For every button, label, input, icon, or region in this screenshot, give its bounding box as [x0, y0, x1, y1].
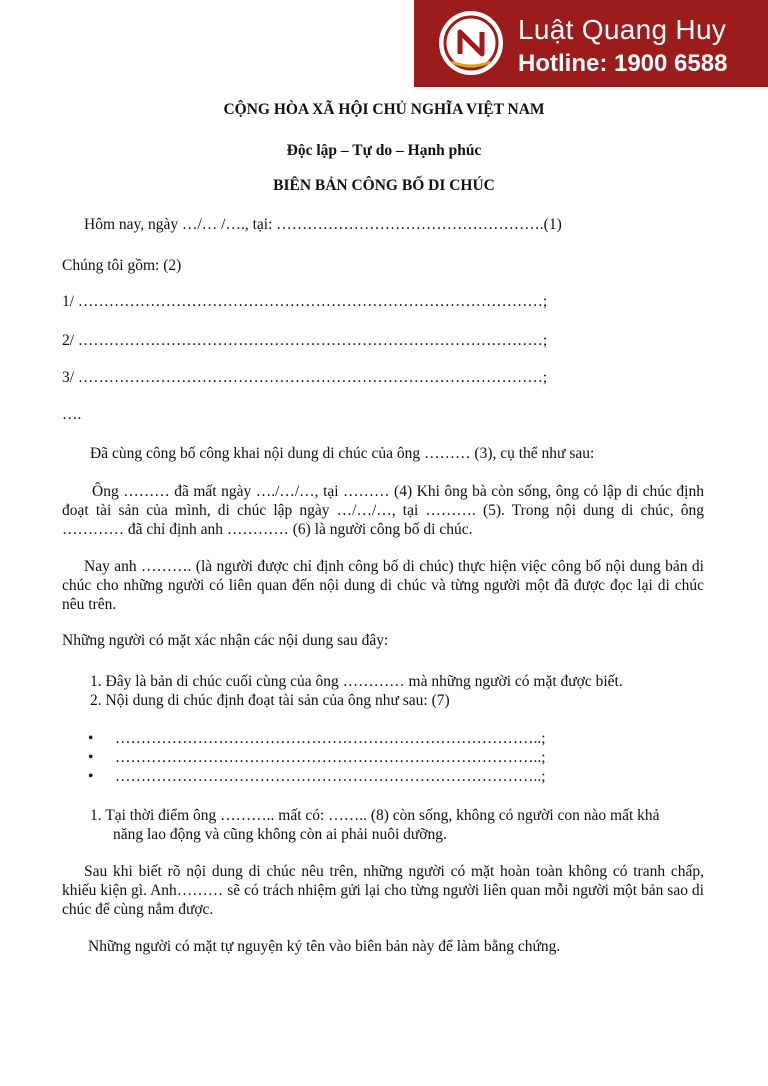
- confirm-item-1: 1. Đây là bản di chúc cuối cùng của ông ………… mà những người có mặt được biết.: [90, 673, 623, 690]
- confirm-item-2: 2. Nội dung di chúc định đoạt tài sản của ông như sau: (7): [90, 692, 450, 709]
- brand-name: Luật Quang Huy: [518, 14, 727, 45]
- bullet-glyph: •: [88, 749, 94, 766]
- deceased-paragraph: Ông ……… đã mất ngày …./…/…, tại ……… (4) Khi ông bà còn sống, ông có lập di chúc định đoạt tài sản của mình, di chúc lập ngày …/…/…, tại ………. (5). Trong nội dung di chúc, ông ………… đã chỉ định anh ………… (6) là người công bố di chúc.: [62, 483, 704, 538]
- confirm-item-3-line-1: 1. Tại thời điểm ông ……….. mất có: …….. (8) còn sống, không có người con nào mất khả: [90, 807, 660, 824]
- asset-bullet-3: ………………………………………………………………………..;: [115, 768, 546, 785]
- asset-bullet-2: ………………………………………………………………………..;: [115, 749, 546, 766]
- date-location-line: Hôm nay, ngày …/… /…., tại: …………………………………………….(1): [84, 216, 562, 233]
- bullet-glyph: •: [88, 768, 94, 785]
- member-line-2: 2/ ………………………………………………………………………………;: [62, 332, 548, 349]
- document-title: BIÊN BẢN CÔNG BỐ DI CHÚC: [273, 177, 495, 194]
- member-line-1: 1/ ………………………………………………………………………………;: [62, 293, 548, 310]
- national-motto: Độc lập – Tự do – Hạnh phúc: [286, 142, 482, 159]
- announce-paragraph: Đã cùng công bố công khai nội dung di chúc của ông ……… (3), cụ thể như sau:: [90, 445, 595, 462]
- member-line-3: 3/ ………………………………………………………………………………;: [62, 369, 548, 386]
- after-paragraph: Sau khi biết rõ nội dung di chúc nêu trên, những người có mặt hoàn toàn không có tranh chấp, khiếu kiện gì. Anh……… sẽ có trách nhiệm gửi lại cho từng người liên quan mỗi người một bản sao di chúc để cùng nắm được.: [62, 863, 704, 918]
- brand-banner: [414, 0, 768, 87]
- national-title: CỘNG HÒA XÃ HỘI CHỦ NGHĨA VIỆT NAM: [223, 101, 545, 118]
- asset-bullet-1: ………………………………………………………………………..;: [115, 730, 546, 747]
- members-intro: Chúng tôi gồm: (2): [62, 257, 182, 274]
- members-ellipsis: ….: [62, 406, 82, 423]
- confirm-intro: Những người có mặt xác nhận các nội dung sau đây:: [62, 632, 389, 649]
- bullet-glyph: •: [88, 730, 94, 747]
- signature-paragraph: Những người có mặt tự nguyện ký tên vào biên bản này để làm bằng chứng.: [88, 938, 561, 955]
- executor-paragraph: Nay anh ………. (là người được chỉ định công bố di chúc) thực hiện việc công bố nội dung bản di chúc cho những người có liên quan đến nội dung di chúc và từng người một đã được đọc lại di chúc nêu trên.: [62, 558, 704, 613]
- law-firm-logo-icon: [438, 10, 504, 76]
- hotline-text[interactable]: Hotline: 1900 6588: [518, 50, 728, 77]
- confirm-item-3-line-2: năng lao động và cũng không còn ai phải nuôi dưỡng.: [113, 826, 447, 843]
